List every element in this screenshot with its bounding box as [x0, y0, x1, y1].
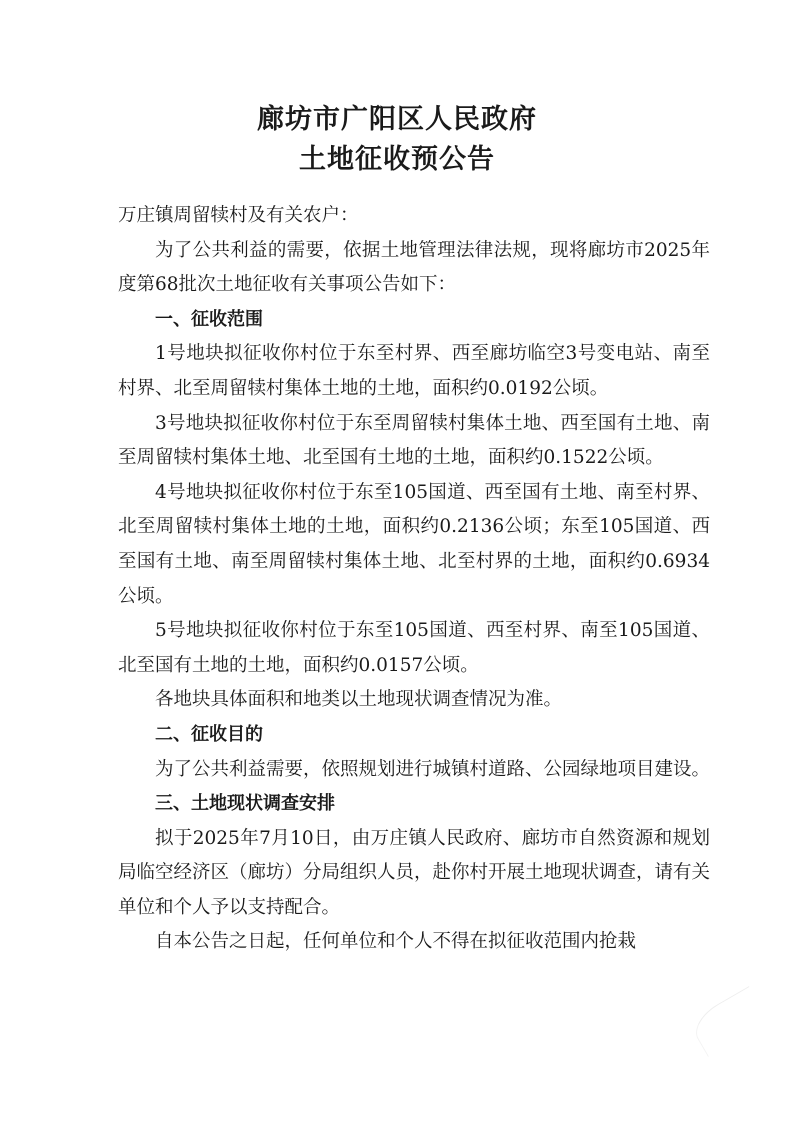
body-paragraph: 5号地块拟征收你村位于东至105国道、西至村界、南至105国道、北至国有土地的土地，面积约0.0157公顷。 — [118, 620, 710, 676]
salutation: 万庄镇周留犊村及有关农户： — [118, 205, 359, 226]
body-paragraph: 1号地块拟征收你村位于东至村界、西至廊坊临空3号变电站、南至村界、北至周留犊村集体土地的土地，面积约0.0192公顷。 — [118, 343, 710, 399]
body-paragraph: 自本公告之日起，任何单位和个人不得在拟征收范围内抢栽 — [155, 931, 637, 953]
document-title — [0, 100, 794, 180]
body-paragraph: 各地块具体面积和地类以土地现状调查情况为准。 — [155, 689, 563, 711]
body-paragraph: 为了公共利益的需要，依据土地管理法律法规，现将廊坊市2025年度第68批次土地征收有关事项公告如下： — [118, 239, 710, 296]
body-paragraph: 3号地块拟征收你村位于东至周留犊村集体土地、西至国有土地、南至周留犊村集体土地、北至国有土地的土地，面积约0.1522公顷。 — [118, 412, 710, 469]
document-body — [118, 199, 710, 960]
title-line-2: 土地征收预公告 — [299, 144, 495, 175]
scan-mark — [688, 986, 770, 1057]
body-paragraph: 4号地块拟征收你村位于东至105国道、西至国有土地、南至村界、北至周留犊村集体土地的土地，面积约0.2136公顷；东至105国道、西至国有土地、南至周留犊村集体土地、北至村界的土地，面积约0.6934公顷。 — [118, 481, 710, 607]
section-heading: 二、征收目的 — [155, 723, 263, 745]
section-heading: 三、土地现状调查安排 — [155, 793, 335, 815]
section-heading: 一、征收范围 — [155, 308, 263, 330]
body-paragraph: 为了公共利益需要，依照规划进行城镇村道路、公园绿地项目建设。 — [155, 758, 711, 780]
body-paragraph: 拟于2025年7月10日，由万庄镇人民政府、廊坊市自然资源和规划局临空经济区（廊坊）分局组织人员，赴你村开展土地现状调查，请有关单位和个人予以支持配合。 — [118, 827, 711, 918]
title-line-1: 廊坊市广阳区人民政府 — [257, 104, 537, 135]
